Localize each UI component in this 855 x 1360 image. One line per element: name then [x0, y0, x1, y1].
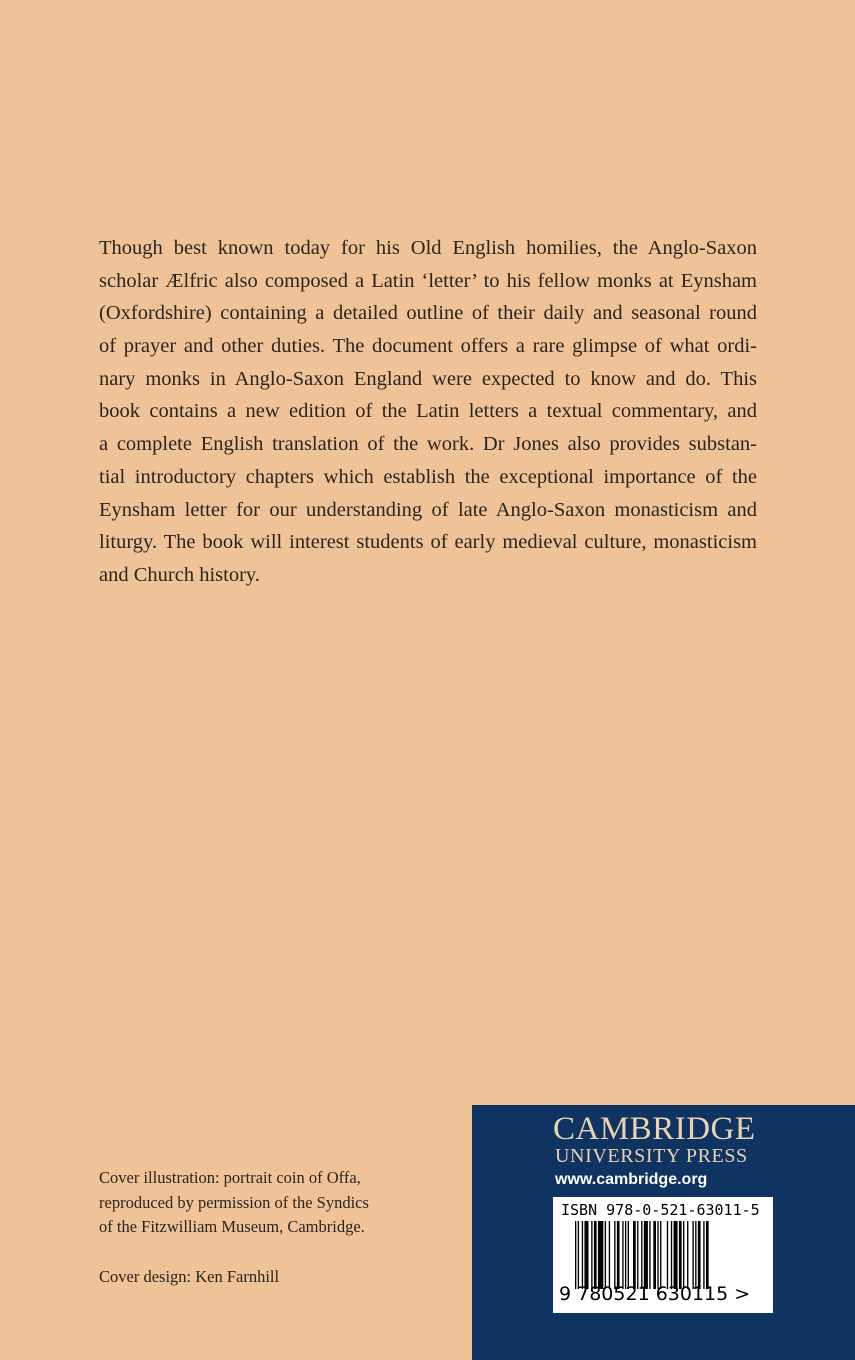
- blurb-line: nary monks in Anglo-Saxon England were expected to know and do. This: [99, 367, 757, 390]
- barcode-bar: [641, 1221, 642, 1289]
- barcode-bar: [692, 1221, 693, 1289]
- barcode-bar: [578, 1221, 579, 1289]
- isbn-barcode: [553, 1197, 773, 1313]
- blurb-line: book contains a new edition of the Latin letters a textual commentary, and: [99, 400, 757, 423]
- blurb-line: liturgy. The book will interest students of early medieval culture, monasticism: [99, 531, 757, 554]
- barcode-bar: [703, 1221, 704, 1289]
- blurb-line: and Church history.: [99, 563, 260, 586]
- barcode-bar: [591, 1221, 592, 1289]
- blurb-line: scholar Ælfric also composed a Latin ‘letter’ to his fellow monks at Eynsham: [99, 269, 757, 292]
- barcode-bar: [598, 1221, 603, 1289]
- cover-credits: [99, 1166, 369, 1289]
- barcode-bar: [582, 1221, 583, 1289]
- blurb-line: Eynsham letter for our understanding of late Anglo-Saxon monasticism and: [99, 498, 757, 521]
- illustration-credit-line: of the Fitzwilliam Museum, Cambridge.: [99, 1217, 365, 1236]
- isbn-label: ISBN 978-0-521-63011-5: [561, 1201, 760, 1219]
- barcode-digits: 9 780521 630115 >: [559, 1283, 751, 1305]
- barcode-bar: [605, 1221, 606, 1289]
- barcode-bar: [695, 1221, 696, 1289]
- publisher-url: www.cambridge.org: [555, 1171, 708, 1188]
- barcode-bar: [628, 1221, 629, 1289]
- barcode-bar: [687, 1221, 688, 1289]
- barcode-bar: [671, 1221, 672, 1289]
- blurb-line: (Oxfordshire) containing a detailed outline of their daily and seasonal round: [99, 302, 757, 325]
- barcode-bar: [575, 1221, 576, 1289]
- barcode-bar: [644, 1221, 648, 1289]
- barcode-bar: [649, 1221, 650, 1289]
- publisher-logo-subtitle: UNIVERSITY PRESS: [555, 1145, 748, 1167]
- barcode-bar: [698, 1221, 701, 1289]
- barcode-bar: [633, 1221, 636, 1289]
- design-credit: Cover design: Ken Farnhill: [99, 1266, 280, 1286]
- barcode-bar: [614, 1221, 615, 1289]
- barcode-bar: [622, 1221, 623, 1289]
- barcode-bars: [575, 1221, 755, 1289]
- barcode-bar: [667, 1221, 668, 1289]
- publisher-logo-name: CAMBRIDGE: [553, 1111, 756, 1147]
- barcode-bar: [625, 1221, 626, 1289]
- barcode-bar: [609, 1221, 610, 1289]
- barcode-bar: [653, 1221, 656, 1289]
- blurb-line: of prayer and other duties. The document offers a rare glimpse of what ordi-: [99, 335, 757, 358]
- illustration-credit-line: Cover illustration: portrait coin of Offa,: [99, 1168, 361, 1187]
- barcode-bar: [706, 1221, 709, 1289]
- barcode-bar: [594, 1221, 597, 1289]
- blurb-line: tial introductory chapters which establish the exceptional importance of the: [99, 465, 757, 488]
- barcode-bar: [660, 1221, 661, 1289]
- barcode-bar: [657, 1221, 658, 1289]
- blurb-line: Though best known today for his Old English homilies, the Anglo-Saxon: [99, 237, 757, 259]
- barcode-bar: [637, 1221, 638, 1289]
- barcode-bar: [683, 1221, 684, 1289]
- publisher-panel: [472, 1105, 855, 1360]
- blurb-line: a complete English translation of the work. Dr Jones also provides substan-: [99, 433, 757, 456]
- barcode-bar: [679, 1221, 682, 1289]
- barcode-bar: [674, 1221, 678, 1289]
- illustration-credit-line: reproduced by permission of the Syndics: [99, 1192, 369, 1212]
- description-blurb: [99, 232, 757, 592]
- barcode-bar: [584, 1221, 588, 1289]
- barcode-bar: [617, 1221, 620, 1289]
